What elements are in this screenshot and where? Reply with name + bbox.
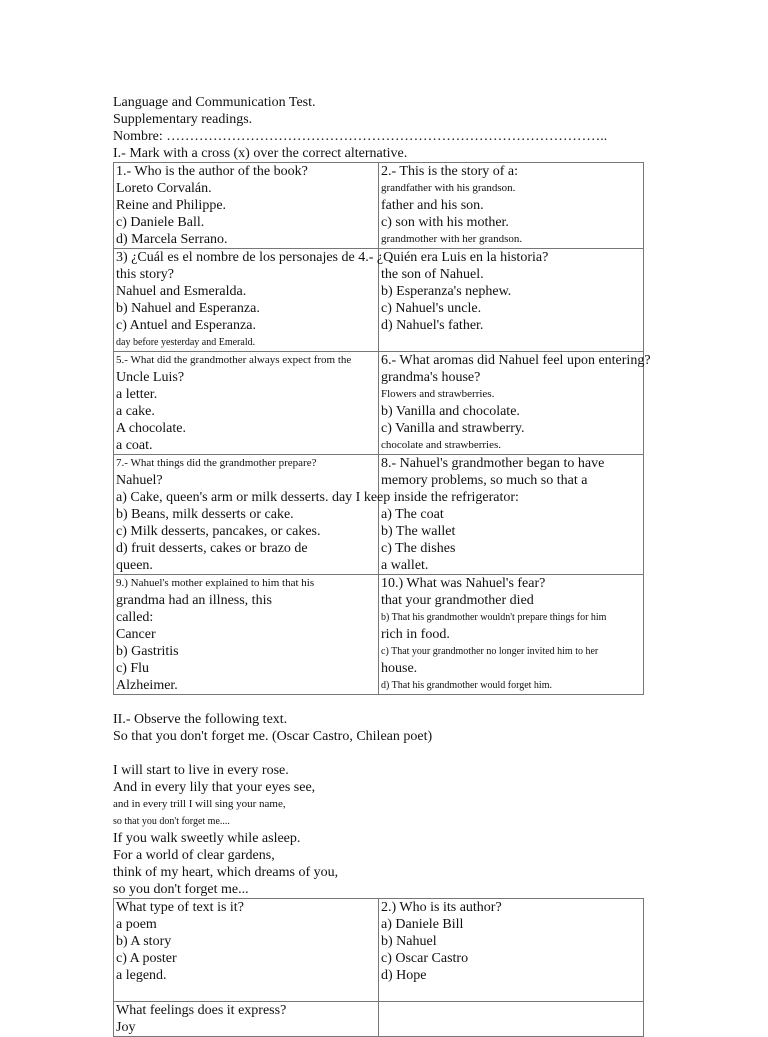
answer-option: c) Oscar Castro	[381, 951, 469, 966]
question-row	[114, 899, 644, 1002]
answer-option: c) son with his mother.	[381, 215, 509, 230]
answer-option: father and his son.	[381, 198, 484, 213]
question-cell	[114, 899, 379, 1002]
poem-line: think of my heart, which dreams of you,	[113, 865, 339, 880]
question-cell	[114, 1002, 379, 1037]
poem-line: I will start to live in every rose.	[113, 763, 289, 778]
answer-option: rich in food.	[381, 627, 450, 642]
question-text: 5.- What did the grandmother always expect from the	[116, 354, 352, 366]
answer-option: c) A poster	[116, 951, 177, 966]
answer-option: a) The coat	[381, 507, 444, 522]
answer-option: c) Nahuel's uncle.	[381, 301, 482, 316]
question-row	[114, 249, 644, 352]
answer-option: that your grandmother died	[381, 593, 534, 608]
answer-option: d) Hope	[381, 968, 427, 983]
answer-option: a coat.	[116, 438, 153, 453]
question-cell	[114, 352, 379, 455]
answer-option: c) That your grandmother no longer invited him to her	[381, 646, 599, 657]
question-cell	[379, 352, 651, 455]
question-text: 1.- Who is the author of the book?	[116, 164, 308, 179]
answer-option: queen.	[116, 558, 153, 573]
section1-table	[113, 162, 651, 695]
answer-option: a letter.	[116, 387, 158, 402]
poem-line: For a world of clear gardens,	[113, 848, 275, 863]
answer-option: day before yesterday and Emerald.	[116, 337, 256, 348]
poem-line: and in every trill I will sing your name,	[113, 798, 286, 810]
answer-option: memory problems, so much so that a	[381, 473, 588, 488]
answer-option: b) That his grandmother wouldn't prepare things for him	[381, 612, 607, 623]
poem-line: so you don't forget me...	[113, 882, 249, 897]
question-cell	[114, 163, 379, 249]
question-text: 9.) Nahuel's mother explained to him that his	[116, 577, 315, 589]
answer-option: b) A story	[116, 934, 172, 949]
answer-option: a wallet.	[381, 558, 429, 573]
answer-option: c) Milk desserts, pancakes, or cakes.	[116, 524, 321, 539]
answer-option: b) Beans, milk desserts or cake.	[116, 507, 294, 522]
answer-option: d) fruit desserts, cakes or brazo de	[116, 541, 308, 556]
answer-option: a legend.	[116, 968, 167, 983]
question-cell	[379, 899, 644, 1002]
answer-option: Nahuel?	[116, 473, 163, 488]
answer-option: d) That his grandmother would forget him.	[381, 680, 552, 691]
question-text: 6.- What aromas did Nahuel feel upon entering?	[381, 353, 651, 368]
answer-option: d) Marcela Serrano.	[116, 232, 228, 247]
answer-option: Uncle Luis?	[116, 370, 185, 385]
poem-title: So that you don't forget me. (Oscar Castro, Chilean poet)	[113, 729, 433, 744]
question-row	[114, 455, 644, 575]
doc-title: Language and Communication Test.	[113, 95, 316, 110]
answer-option: a) Cake, queen's arm or milk desserts. day I keep inside the refrigerator:	[116, 490, 519, 505]
question-text: What feelings does it express?	[116, 1003, 287, 1018]
poem-line: If you walk sweetly while asleep.	[113, 831, 301, 846]
answer-option: the son of Nahuel.	[381, 267, 484, 282]
answer-option: c) Antuel and Esperanza.	[116, 318, 256, 333]
answer-option: b) Nahuel and Esperanza.	[116, 301, 260, 316]
answer-option: this story?	[116, 267, 174, 282]
name-line: Nombre: …………………………………………………………………………………..	[113, 129, 608, 144]
section1-heading: I.- Mark with a cross (x) over the correct alternative.	[113, 146, 408, 161]
question-text: 2.) Who is its author?	[381, 900, 502, 915]
answer-option: b) Vanilla and chocolate.	[381, 404, 520, 419]
question-cell	[379, 1002, 644, 1037]
answer-option: Joy	[116, 1020, 136, 1035]
answer-option: grandfather with his grandson.	[381, 182, 516, 194]
answer-option: c) Flu	[116, 661, 150, 676]
answer-option: d) Nahuel's father.	[381, 318, 484, 333]
answer-option: a poem	[116, 917, 157, 932]
poem-line: so that you don't forget me....	[113, 816, 230, 827]
answer-option: c) The dishes	[381, 541, 456, 556]
question-text: 10.) What was Nahuel's fear?	[381, 576, 546, 591]
answer-option: grandmother with her grandson.	[381, 233, 523, 245]
question-text: 3) ¿Cuál es el nombre de los personajes de 4.- ¿Quién era Luis en la historia?	[116, 250, 549, 265]
question-text: What type of text is it?	[116, 900, 244, 915]
answer-option: c) Daniele Ball.	[116, 215, 205, 230]
doc-subtitle: Supplementary readings.	[113, 112, 253, 127]
answer-option: Nahuel and Esmeralda.	[116, 284, 247, 299]
question-cell	[379, 575, 644, 695]
section2-heading: II.- Observe the following text.	[113, 712, 288, 727]
answer-option: grandma's house?	[381, 370, 481, 385]
answer-option: Loreto Corvalán.	[116, 181, 212, 196]
poem-line: And in every lily that your eyes see,	[113, 780, 316, 795]
answer-option: Flowers and strawberries.	[381, 388, 495, 400]
question-text: 7.- What things did the grandmother prepare?	[116, 457, 317, 469]
question-row	[114, 352, 644, 455]
answer-option: called:	[116, 610, 154, 625]
section2-table	[113, 898, 644, 1037]
poem-text	[113, 762, 644, 898]
answer-option: Cancer	[116, 627, 156, 642]
answer-option: grandma had an illness, this	[116, 593, 272, 608]
answer-option: a cake.	[116, 404, 155, 419]
answer-option: b) Gastritis	[116, 644, 179, 659]
test-document	[113, 94, 651, 1037]
question-text: 8.- Nahuel's grandmother began to have	[381, 456, 605, 471]
question-cell	[379, 163, 644, 249]
question-text: 2.- This is the story of a:	[381, 164, 519, 179]
answer-option: A chocolate.	[116, 421, 186, 436]
question-cell	[114, 575, 379, 695]
question-cell	[379, 455, 644, 575]
answer-option: c) Vanilla and strawberry.	[381, 421, 525, 436]
answer-option: a) Daniele Bill	[381, 917, 464, 932]
answer-option: b) Esperanza's nephew.	[381, 284, 512, 299]
question-row	[114, 1002, 644, 1037]
answer-option	[116, 984, 378, 1001]
answer-option: b) Nahuel	[381, 934, 437, 949]
answer-option: b) The wallet	[381, 524, 456, 539]
answer-option: Reine and Philippe.	[116, 198, 227, 213]
question-row	[114, 163, 644, 249]
question-row	[114, 575, 644, 695]
answer-option: Alzheimer.	[116, 678, 178, 693]
answer-option: chocolate and strawberries.	[381, 439, 502, 451]
answer-option: house.	[381, 661, 418, 676]
